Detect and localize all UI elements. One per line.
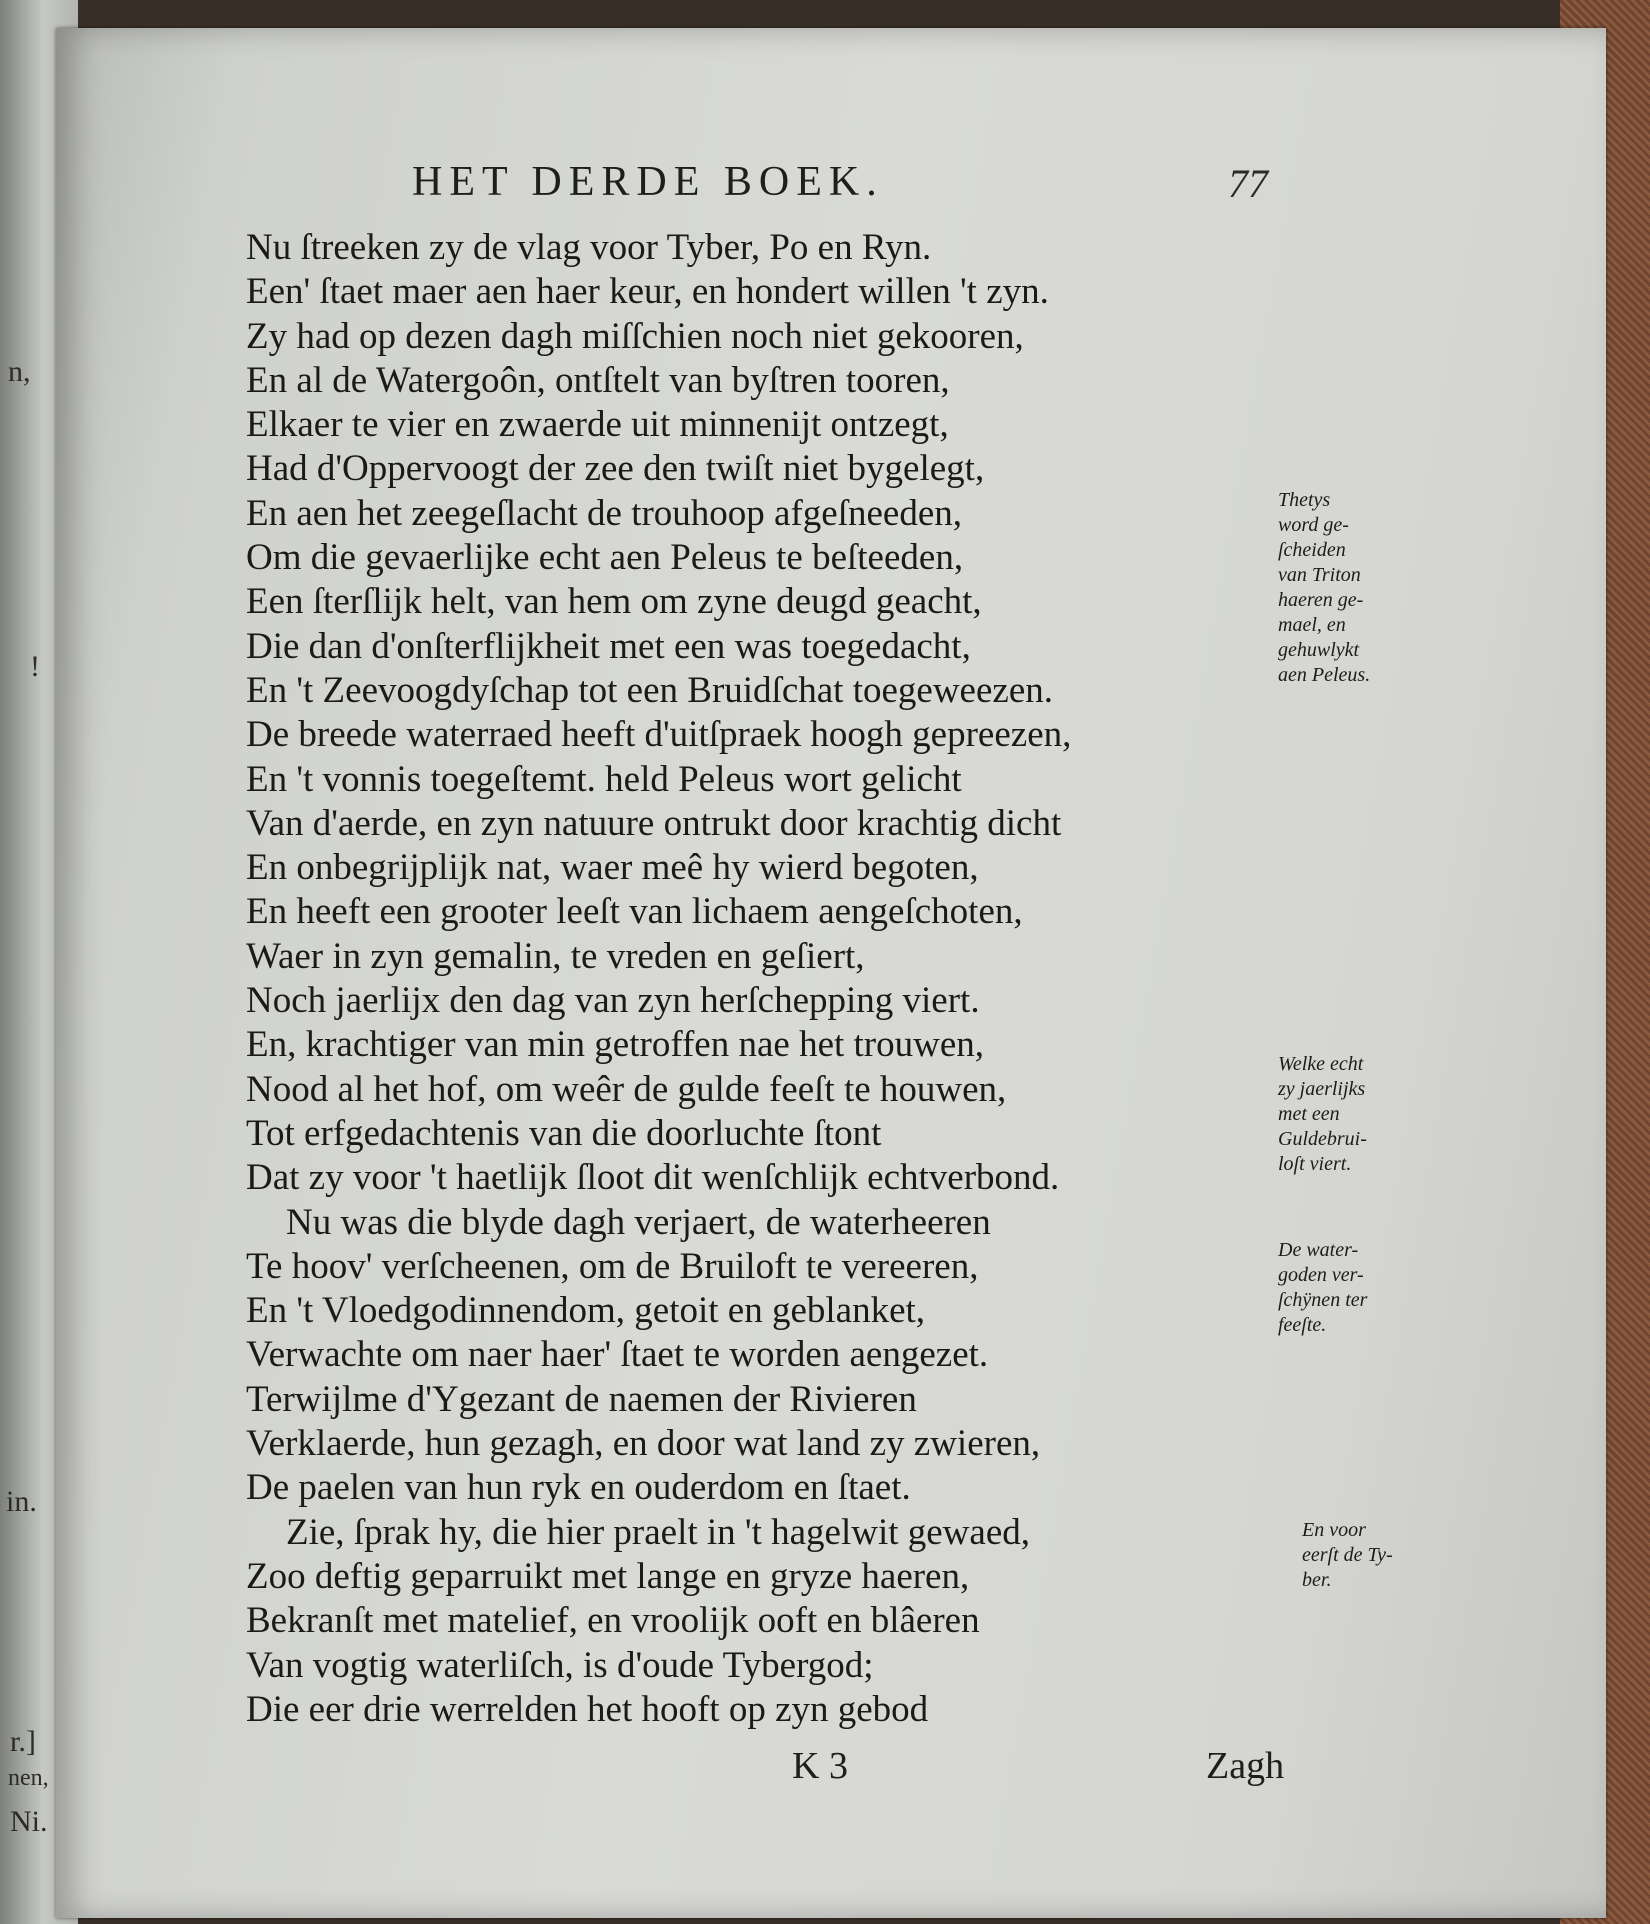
catchword: Zagh [1206, 1745, 1285, 1787]
side-note-line: ſchÿnen ter [1278, 1289, 1368, 1311]
page-number: 77 [1228, 161, 1268, 206]
verse-line: En, krachtiger van min getroffen nae het trouwen, [246, 1024, 985, 1066]
verse-line: Zie, ſprak hy, die hier praelt in 't hagelwit gewaed, [286, 1511, 1030, 1553]
verse-line: Te hoov' verſcheenen, om de Bruiloft te vereeren, [246, 1245, 979, 1287]
side-note-line: aen Peleus. [1278, 664, 1371, 686]
verse-line: En 't Zeevoogdyſchap tot een Bruidſchat toegeweezen. [246, 669, 1053, 711]
side-note [1278, 488, 1370, 688]
verse-line: De breede waterraed heeft d'uitſpraek hoogh gepreezen, [246, 714, 1072, 756]
side-note-line: mael, en [1278, 614, 1346, 636]
book-page [56, 28, 1606, 1918]
left-fragment: r.] [10, 1725, 36, 1758]
verse-line: Bekranſt met matelief, en vroolijk ooft en blâeren [246, 1600, 980, 1642]
verse-line: En 't Vloedgodinnendom, getoit en geblanket, [246, 1290, 926, 1332]
verse-line: En heeft een grooter leeſt van lichaem aengeſchoten, [246, 891, 1023, 933]
signature-mark: K 3 [792, 1745, 848, 1787]
side-note-line: Guldebrui- [1278, 1128, 1367, 1150]
verse-line: Waer in zyn gemalin, te vreden en geſiert, [246, 935, 865, 977]
verse-line: En aen het zeegeſlacht de trouhoop afgeſneeden, [246, 492, 963, 534]
verse-line: Van d'aerde, en zyn natuure ontrukt door krachtig dicht [246, 802, 1062, 844]
verse-text [246, 226, 1326, 1732]
side-note-line: gehuwlykt [1278, 639, 1360, 661]
verse-line: Van vogtig waterliſch, is d'oude Tybergod; [246, 1644, 874, 1686]
verse-line: Elkaer te vier en zwaerde uit minnenijt ontzegt, [246, 404, 949, 446]
side-note-line: word ge- [1278, 514, 1349, 536]
left-fragment: n, [8, 355, 31, 388]
verse-line: En al de Watergoôn, ontſtelt van byſtren tooren, [246, 359, 950, 401]
side-note [1278, 1052, 1367, 1177]
left-fragment: Ni. [10, 1805, 48, 1838]
verse-line: En onbegrijplijk nat, waer meê hy wierd begoten, [246, 847, 979, 889]
side-note-line: Welke echt [1278, 1053, 1364, 1075]
side-note [1278, 1238, 1367, 1338]
verse-line: Nu ſtreeken zy de vlag voor Tyber, Po en Ryn. [246, 227, 932, 268]
side-note-line: eerſt de Ty- [1302, 1544, 1393, 1566]
side-note-line: goden ver- [1278, 1264, 1364, 1286]
verse-line: Noch jaerlijx den dag van zyn herſchepping viert. [246, 980, 980, 1022]
verse-line: Een' ſtaet maer aen haer keur, en hondert willen 't zyn. [246, 271, 1049, 313]
verse-line: Die dan d'onſterflijkheit met een was toegedacht, [246, 625, 971, 667]
verse-line: Tot erfgedachtenis van die doorluchte ſtont [246, 1112, 882, 1154]
side-note-line: De water- [1278, 1239, 1359, 1261]
side-note-line: Thetys [1278, 489, 1331, 511]
left-fragment: in. [6, 1485, 37, 1518]
left-fragment: nen, [8, 1765, 49, 1791]
verse-line: Nu was die blyde dagh verjaert, de waterheeren [286, 1201, 991, 1243]
side-note-line: En voor [1302, 1519, 1366, 1541]
side-note-line: haeren ge- [1278, 589, 1364, 611]
verse-line: Terwijlme d'Ygezant de naemen der Rivieren [246, 1378, 917, 1420]
verse-line: Om die gevaerlijke echt aen Peleus te beſteeden, [246, 537, 964, 579]
verse-line: Zy had op dezen dagh miſſchien noch niet gekooren, [246, 315, 1024, 357]
side-note [1302, 1518, 1393, 1593]
left-fragment: ! [30, 650, 40, 683]
verse-line: Verwachte om naer haer' ſtaet te worden aengezet. [246, 1334, 989, 1376]
verse-line: Had d'Oppervoogt der zee den twiſt niet bygelegt, [246, 448, 985, 490]
running-head [56, 158, 1606, 208]
side-note-line: van Triton [1278, 564, 1361, 586]
verse-line: De paelen van hun ryk en ouderdom en ſtaet. [246, 1467, 911, 1509]
verse-line: Nood al het hof, om weêr de gulde feeſt te houwen, [246, 1068, 1007, 1110]
verse-line: Een ſterſlijk helt, van hem om zyne deugd geacht, [246, 581, 982, 623]
verse-line: Zoo deftig geparruikt met lange en gryze haeren, [246, 1555, 970, 1597]
verse-line: Dat zy voor 't haetlijk ſloot dit wenſchlijk echtverbond. [246, 1157, 1060, 1199]
page-footer [56, 1744, 1606, 1794]
side-note-line: zy jaerlijks [1278, 1078, 1366, 1100]
verse-line: Verklaerde, hun gezagh, en door wat land zy zwieren, [246, 1423, 1041, 1465]
side-note-line: loſt viert. [1278, 1153, 1352, 1175]
side-note-line: ber. [1302, 1569, 1332, 1591]
verse-line: En 't vonnis toegeſtemt. held Peleus wort gelicht [246, 758, 962, 800]
side-note-line: ſcheiden [1278, 539, 1346, 561]
page-header-title: HET DERDE BOEK. [412, 159, 884, 205]
verse-line: Die eer drie werrelden het hooft op zyn gebod [246, 1688, 929, 1730]
side-note-line: feeſte. [1278, 1314, 1327, 1336]
side-note-line: met een [1278, 1103, 1340, 1125]
